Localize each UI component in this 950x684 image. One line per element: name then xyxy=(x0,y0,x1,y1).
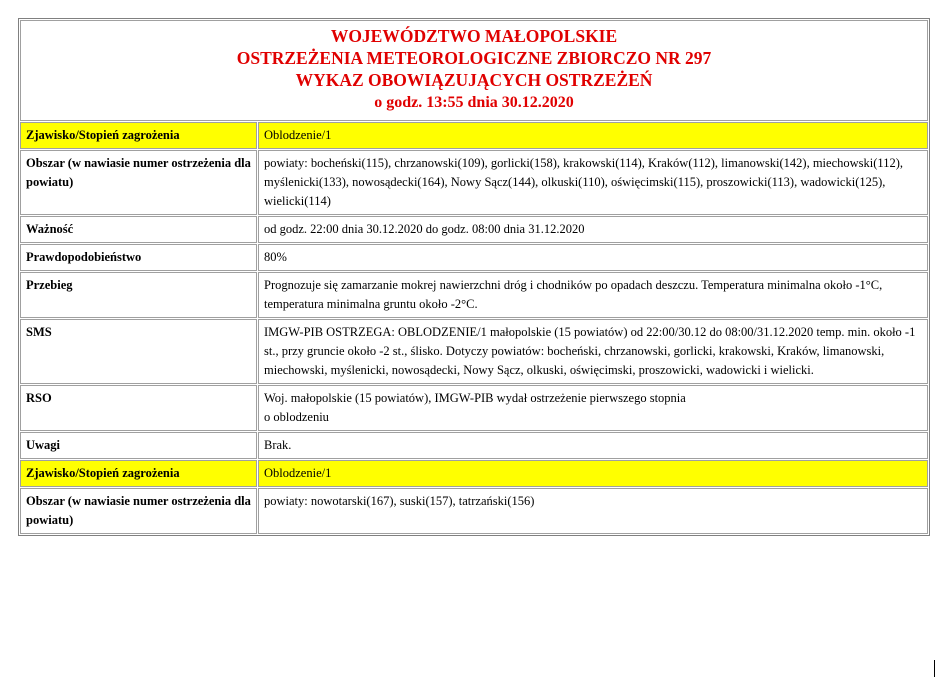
document-header xyxy=(20,20,928,121)
row-value: Oblodzenie/1 xyxy=(258,122,928,149)
table-row-remarks xyxy=(20,432,928,459)
text-cursor xyxy=(934,660,935,677)
table-row-course xyxy=(20,272,928,318)
row-value: powiaty: nowotarski(167), suski(157), tatrzański(156) xyxy=(258,488,928,534)
row-label: Ważność xyxy=(20,216,257,243)
table-row-probability xyxy=(20,244,928,271)
table-row-validity xyxy=(20,216,928,243)
list-title: WYKAZ OBOWIĄZUJĄCYCH OSTRZEŻEŃ xyxy=(295,70,653,90)
table-row-area xyxy=(20,150,928,215)
row-value xyxy=(258,385,928,431)
row-label: RSO xyxy=(20,385,257,431)
row-label: Uwagi xyxy=(20,432,257,459)
region-title: WOJEWÓDZTWO MAŁOPOLSKIE xyxy=(330,26,618,46)
row-label: SMS xyxy=(20,319,257,384)
table-row-rso xyxy=(20,385,928,431)
rso-line-1: Woj. małopolskie (15 powiatów), IMGW-PIB wydał ostrzeżenie pierwszego stopnia xyxy=(264,391,686,405)
warnings-document xyxy=(18,18,930,536)
table-row-hazard xyxy=(20,122,928,149)
header-row xyxy=(20,20,928,121)
row-value: Brak. xyxy=(258,432,928,459)
warnings-table xyxy=(19,19,929,535)
row-value: Prognozuje się zamarzanie mokrej nawierzchni dróg i chodników po opadach deszczu. Temperatura minimalna około -1°C, temperatura minimalna gruntu około -2°C. xyxy=(258,272,928,318)
rso-line-2: o oblodzeniu xyxy=(264,410,329,424)
row-value: od godz. 22:00 dnia 30.12.2020 do godz. 08:00 dnia 31.12.2020 xyxy=(258,216,928,243)
row-label: Obszar (w nawiasie numer ostrzeżenia dla powiatu) xyxy=(20,488,257,534)
row-label: Przebieg xyxy=(20,272,257,318)
bulletin-title: OSTRZEŻENIA METEOROLOGICZNE ZBIORCZO NR 297 xyxy=(236,48,712,68)
row-value: IMGW-PIB OSTRZEGA: OBLODZENIE/1 małopolskie (15 powiatów) od 22:00/30.12 do 08:00/31.12.2020 temp. min. około -1 st., przy gruncie około -2 st., ślisko. Dotyczy powiatów: bocheński, chrzanowski, gorlicki, krakowski, Kraków, limanowski, miechowski, myślenicki, nowosądecki, Nowy Sącz, olkuski, oświęcimski, proszowicki, wadowicki i wielicki. xyxy=(258,319,928,384)
row-value: 80% xyxy=(258,244,928,271)
table-row-sms xyxy=(20,319,928,384)
issue-time: o godz. 13:55 dnia 30.12.2020 xyxy=(374,94,574,111)
row-label: Obszar (w nawiasie numer ostrzeżenia dla powiatu) xyxy=(20,150,257,215)
table-row-area xyxy=(20,488,928,534)
table-row-hazard xyxy=(20,460,928,487)
row-label: Zjawisko/Stopień zagrożenia xyxy=(20,460,257,487)
row-label: Zjawisko/Stopień zagrożenia xyxy=(20,122,257,149)
row-value: Oblodzenie/1 xyxy=(258,460,928,487)
row-value: powiaty: bocheński(115), chrzanowski(109), gorlicki(158), krakowski(114), Kraków(112), limanowski(142), miechowski(112), myślenicki(133), nowosądecki(164), Nowy Sącz(144), olkuski(110), oświęcimski(115), proszowicki(113), wadowicki(125), wielicki(114) xyxy=(258,150,928,215)
row-label: Prawdopodobieństwo xyxy=(20,244,257,271)
